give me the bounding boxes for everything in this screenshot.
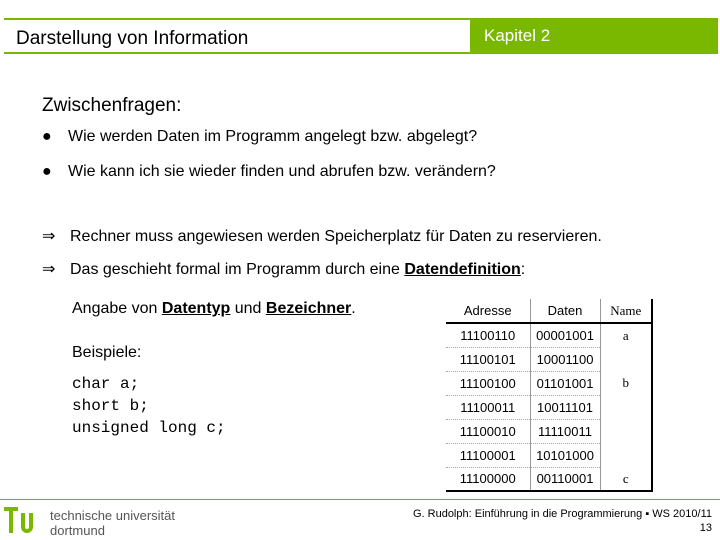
- bullet-dot-icon: ●: [42, 163, 52, 180]
- slide-title: Darstellung von Information: [16, 28, 249, 49]
- question-2-text: Wie kann ich sie wieder finden und abrufen bzw. verändern?: [68, 163, 496, 180]
- footer-divider: [0, 499, 720, 500]
- university-line-2: dortmund: [50, 523, 105, 538]
- memory-table: [446, 299, 653, 492]
- cell-name: b: [600, 371, 652, 395]
- term-bezeichner: Bezeichner: [265, 300, 352, 317]
- question-1: [42, 128, 477, 146]
- cell-address: 11100000: [446, 467, 530, 491]
- implies-arrow-icon: ⇒: [42, 228, 56, 245]
- tu-logo-icon: [4, 505, 40, 537]
- conclusion-1: [42, 226, 602, 246]
- footer: [413, 507, 712, 535]
- term-datentyp: Datentyp: [161, 300, 231, 317]
- code-line-1: char a;: [72, 375, 140, 393]
- cell-data: 10001100: [530, 347, 600, 371]
- table-row: [446, 443, 652, 467]
- cell-name: c: [600, 467, 652, 491]
- table-row: [446, 371, 652, 395]
- chapter-box: [470, 18, 718, 54]
- angabe-prefix: Angabe von: [72, 300, 162, 317]
- cell-data: 10101000: [530, 443, 600, 467]
- cell-data: 10011101: [530, 395, 600, 419]
- cell-name: [600, 419, 652, 443]
- cell-name: [600, 347, 652, 371]
- angabe-suffix: .: [351, 300, 356, 317]
- table-row: [446, 323, 652, 347]
- angabe-line: [72, 300, 356, 318]
- implies-arrow-icon: ⇒: [42, 261, 56, 278]
- table-row: [446, 419, 652, 443]
- cell-address: 11100010: [446, 419, 530, 443]
- cell-address: 11100001: [446, 443, 530, 467]
- cell-data: 00001001: [530, 323, 600, 347]
- question-1-text: Wie werden Daten im Programm angelegt bzw. abgelegt?: [68, 128, 478, 145]
- term-datendefinition: Datendefinition: [404, 261, 521, 278]
- code-line-2: short b;: [72, 397, 149, 415]
- header-name: Name: [600, 299, 652, 323]
- cell-address: 11100101: [446, 347, 530, 371]
- header-title-box: [4, 18, 470, 54]
- conclusion-2: [42, 259, 525, 279]
- table-row: [446, 395, 652, 419]
- section-heading: Zwischenfragen:: [42, 95, 182, 116]
- header-daten: Daten: [530, 299, 600, 323]
- cell-address: 11100100: [446, 371, 530, 395]
- examples-label: Beispiele:: [72, 344, 142, 361]
- conclusion-2-prefix: Das geschieht formal im Programm durch eine: [70, 261, 405, 278]
- conclusion-1-text: Rechner muss angewiesen werden Speicherplatz für Daten zu reservieren.: [70, 228, 602, 245]
- cell-data: 11110011: [530, 419, 600, 443]
- table-header-row: [446, 299, 652, 323]
- cell-name: [600, 443, 652, 467]
- university-name: [50, 508, 175, 538]
- footer-course: G. Rudolph: Einführung in die Programmierung ▪ WS 2010/11: [412, 508, 712, 520]
- cell-name: [600, 395, 652, 419]
- cell-data: 01101001: [530, 371, 600, 395]
- cell-address: 11100011: [446, 395, 530, 419]
- question-2: [42, 163, 496, 181]
- chapter-label: Kapitel 2: [484, 26, 551, 45]
- cell-address: 11100110: [446, 323, 530, 347]
- university-line-1: technische universität: [50, 508, 176, 523]
- page-number: 13: [699, 522, 712, 534]
- header: [0, 18, 720, 54]
- table-row: [446, 467, 652, 491]
- conclusion-2-suffix: :: [520, 261, 526, 278]
- bullet-dot-icon: ●: [42, 128, 52, 145]
- angabe-middle: und: [230, 300, 266, 317]
- table-row: [446, 347, 652, 371]
- cell-data: 00110001: [530, 467, 600, 491]
- header-adresse: Adresse: [446, 299, 530, 323]
- cell-name: a: [600, 323, 652, 347]
- code-line-3: unsigned long c;: [72, 419, 226, 437]
